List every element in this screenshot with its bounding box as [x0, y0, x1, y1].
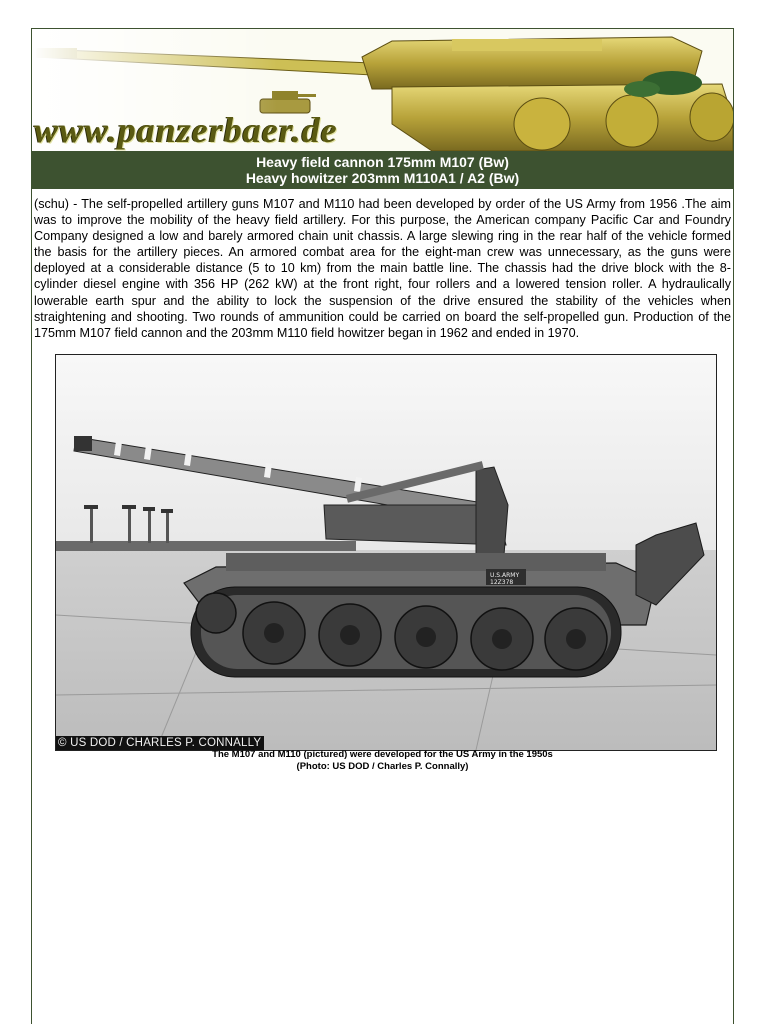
site-banner[interactable] — [32, 29, 733, 151]
hull-marking-serial: 12Z378 — [490, 579, 514, 586]
vehicle-photo — [55, 354, 717, 751]
site-logo[interactable]: www.panzerbaer.de — [34, 110, 338, 150]
page-title-line2: Heavy howitzer 203mm M110A1 / A2 (Bw) — [245, 170, 520, 186]
page-container — [31, 28, 734, 1024]
page-title-line1: Heavy field cannon 175mm M107 (Bw) — [256, 154, 509, 170]
article-body: (schu) - The self-propelled artillery guns M107 and M110 had been developed by order of the US Army from 1956 .The aim was to improve the mobility of the heavy field artillery. For this purpose, the American company Pacific Car and Foundry Company designed a low and barely armored chain unit chassis. A large slewing ring in the rear half of the vehicle formed the basis for the artillery pieces. An armored combat area for the eight-man crew was unnecessary, as the guns were deployed at a considerable distance (5 to 10 km) from the main battle line. The chassis had the drive block with the 8-cylinder diesel engine with 356 HP (262 kW) at the front right, four rollers and a lowered tension roller. A hydraulically lowerable earth spur and the ability to lock the suspension of the drive ensured the stability of the vehicles when straightening and shooting. Two rounds of ammunition could be carried on board the self-propelled gun. Production of the 175mm M107 field cannon and the 203mm M110 field howitzer began in 1962 and ended in 1970. — [34, 197, 731, 340]
hull-marking-army: U.S.ARMY — [490, 572, 520, 579]
photo-credit-overlay: © US DOD / CHARLES P. CONNALLY — [56, 736, 264, 750]
photo-caption-line2: (Photo: US DOD / Charles P. Connally) — [296, 760, 469, 772]
photo-caption — [32, 749, 733, 772]
m110-photo-illustration — [56, 355, 716, 750]
photo-caption-line1: The M107 and M110 (pictured) were developed for the US Army in the 1950s — [212, 749, 553, 760]
page-title-bar — [32, 151, 733, 189]
